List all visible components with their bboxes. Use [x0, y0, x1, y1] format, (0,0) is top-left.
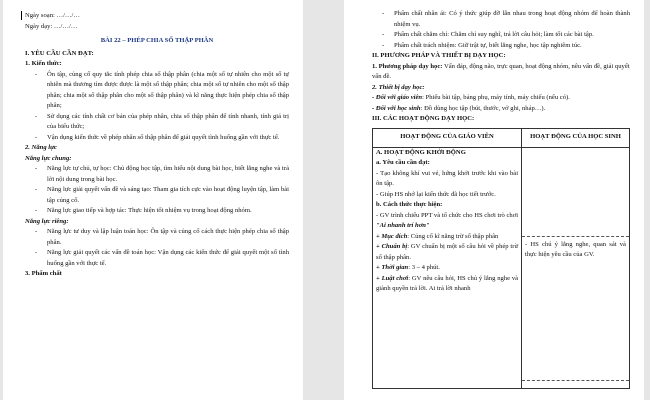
text-cursor: [21, 11, 22, 20]
table-row: [373, 147, 630, 388]
specific-competence-item[interactable]: - Năng lực giải quyết các vấn đề toán học: Vận dụng các kiến thức để giải quyết một số tình huống gần với thực tế.: [25, 248, 289, 269]
student-activity-text: - HS chú ý lắng nghe, quan sát và thực hiện yêu cầu của GV.: [525, 240, 626, 258]
section-requirements[interactable]: I. YÊU CẦU CẦN ĐẠT:: [25, 49, 94, 57]
dashed-divider: [522, 236, 629, 237]
game-intro: [376, 211, 518, 232]
general-competence-item[interactable]: - Năng lực tự chủ, tự học: Chủ động học tập, tìm hiểu nội dung bài học, biết lắng nghe và trả lời nội dung trong bài học.: [25, 164, 289, 185]
specific-competence-item[interactable]: - Năng lực tư duy và lập luận toán học: Ôn tập và củng cố cách thực hiện phép chia số thập phân.: [25, 227, 289, 248]
game-preparation: [376, 242, 518, 263]
heading-knowledge[interactable]: 1. Kiến thức:: [25, 60, 62, 67]
objective-line: - Tạo không khí vui vẻ, hứng khởi trước khi vào bài ôn tập.: [376, 169, 519, 187]
student-text: : Đồ dùng học tập (bút, thước, vở ghi, nháp…).: [420, 104, 546, 112]
preparation-text: : GV chuẩn bị một số câu hỏi về phép trừ số thập phân.: [376, 243, 519, 261]
purpose-text: : Củng cố kĩ năng trừ số thập phân: [407, 232, 499, 240]
date-prepared[interactable]: Ngày soạn: …/…/…: [25, 12, 80, 19]
time-label: + Thời gian: [376, 264, 409, 271]
heading-general-competence[interactable]: Năng lực chung:: [25, 154, 72, 162]
heading-competence[interactable]: 2. Năng lực: [25, 144, 57, 151]
teacher-activity-cell[interactable]: [373, 147, 522, 388]
quality-item[interactable]: - Phẩm chất nhân ái: Có ý thức giúp đỡ lẫn nhau trong hoạt động nhóm để hoàn thành nhiệm vụ.: [372, 9, 630, 30]
game-intro-text: - GV trình chiếu PPT và tổ chức cho HS chơi trò chơi: [376, 211, 519, 219]
game-name: "Ai nhanh trí hơn": [376, 222, 430, 229]
cell-spacer: [525, 148, 626, 240]
activity-title: A. HOẠT ĐỘNG KHỞI ĐỘNG: [376, 148, 466, 156]
activities-table: [372, 128, 630, 389]
heading-equipment[interactable]: 2. Thiết bị dạy học:: [372, 83, 425, 91]
general-competence-item[interactable]: - Năng lực giải quyết vấn đề và sáng tạo: Tham gia tích cực vào hoạt động luyện tập, làm bài tập củng cố.: [25, 185, 289, 206]
equipment-teacher[interactable]: [372, 93, 630, 104]
rules-text: : GV nêu câu hỏi, HS chủ ý lắng nghe và giành quyền trả lời. Ai trả lời nhanh: [376, 274, 519, 292]
quality-item[interactable]: - Phẩm chất trách nhiệm: Giữ trật tự, biết lắng nghe, học tập nghiêm túc.: [372, 41, 630, 52]
section-activities[interactable]: III. CÁC HOẠT ĐỘNG DẠY HỌC:: [372, 115, 475, 122]
game-rules: [376, 274, 518, 295]
methods-text: Vấn đáp, động não, trực quan, hoạt động nhóm, nêu vấn đề, giải quyết vấn đề.: [372, 62, 630, 80]
table-header-row: [373, 128, 630, 147]
purpose-label: + Mục đích: [376, 232, 408, 240]
student-activity-cell[interactable]: [522, 147, 630, 388]
column-header-student[interactable]: HOẠT ĐỘNG CỦA HỌC SINH: [522, 128, 630, 147]
heading-specific-competence[interactable]: Năng lực riêng:: [25, 217, 69, 225]
methods-paragraph[interactable]: [372, 62, 630, 83]
objective-heading: a. Yêu cầu cần đạt:: [376, 159, 430, 166]
student-label: - Đối với học sinh: [372, 104, 421, 112]
methods-label: 1. Phương pháp dạy học:: [372, 62, 443, 70]
preparation-label: + Chuẩn bị: [376, 243, 408, 250]
date-taught[interactable]: Ngày dạy: …/…/…: [25, 22, 78, 30]
quality-item[interactable]: - Phẩm chất chăm chỉ: Chăm chỉ suy nghĩ, trả lời câu hỏi; làm tốt các bài tập.: [372, 30, 630, 41]
document-page-right: [344, 0, 644, 400]
equipment-student[interactable]: [372, 104, 630, 115]
objective-line: - Giúp HS nhớ lại kiến thức đã học tiết trước.: [376, 190, 496, 198]
dashed-divider: [522, 380, 629, 381]
game-purpose: [376, 232, 518, 243]
lesson-title[interactable]: BÀI 22 – PHÉP CHIA SỐ THẬP PHÂN: [100, 37, 214, 44]
method-heading: b. Cách thức thực hiện:: [376, 201, 443, 208]
document-page-left: [3, 0, 303, 400]
knowledge-item[interactable]: - Ôn tập, củng cố quy tắc tính phép chia số thập phân (chia một số tự nhiên cho một số tự nhiên mà thương tìm được được là một số thập phân; chia một số tự nhiên cho một số thập phân; chia một số thập phân cho một số thập phân) và kĩ năng thực hiện phép chia số thập phân;: [25, 70, 289, 112]
teacher-label: - Đối với giáo viên: [372, 94, 423, 101]
knowledge-item[interactable]: - Sử dụng các tính chất cơ bản của phép nhân, chia số thập phân để tính nhanh, tính giá trị của biểu thức;: [25, 112, 289, 133]
general-competence-item[interactable]: - Năng lực giao tiếp và hợp tác: Thực hiện tốt nhiệm vụ trong hoạt động nhóm.: [25, 206, 289, 217]
column-header-teacher[interactable]: HOẠT ĐỘNG CỦA GIÁO VIÊN: [373, 128, 522, 147]
section-methods[interactable]: II. PHƯƠNG PHÁP VÀ THIẾT BỊ DẠY HỌC:: [372, 52, 506, 59]
heading-qualities[interactable]: 3. Phẩm chất: [25, 270, 62, 277]
time-text: : 3 – 4 phút.: [408, 264, 440, 271]
knowledge-item[interactable]: - Vận dụng kiến thức về phép nhân số thập phân để giải quyết tình huống gần với thực tế.: [25, 133, 289, 144]
game-time: [376, 263, 518, 274]
teacher-text: : Phiếu bài tập, bảng phụ, máy tính, máy chiếu (nếu có).: [422, 94, 570, 101]
rules-label: + Luật chơi: [376, 274, 409, 282]
